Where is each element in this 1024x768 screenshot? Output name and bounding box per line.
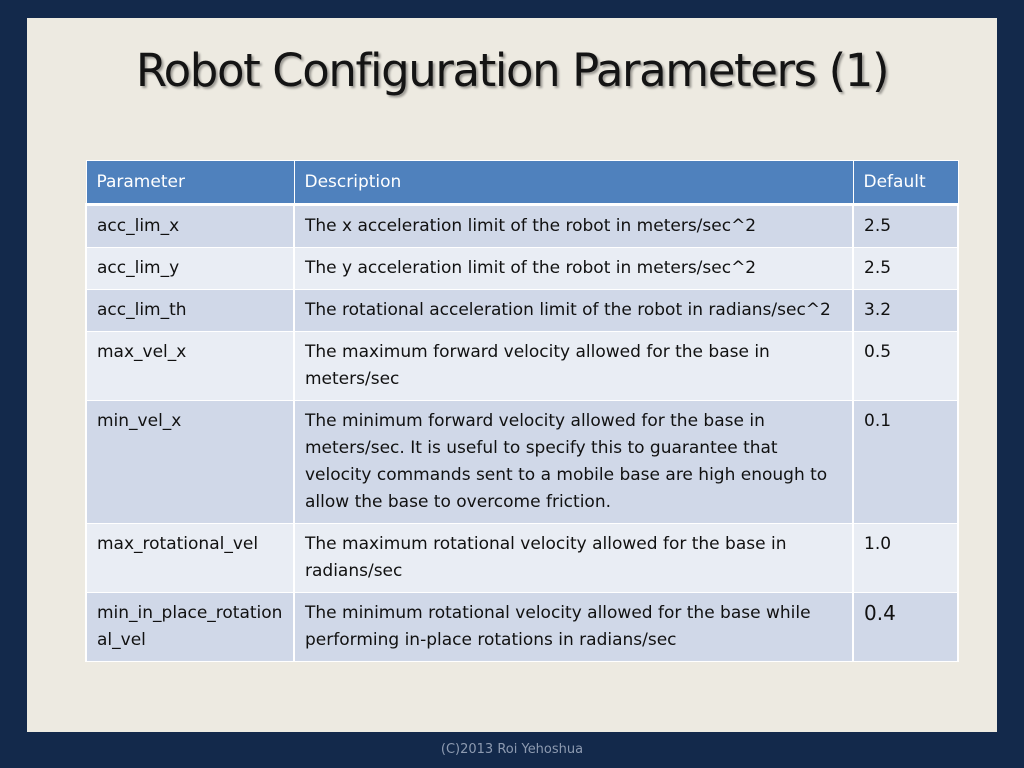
table-row: [86, 248, 958, 290]
slide-title: Robot Configuration Parameters (1): [135, 44, 889, 97]
table-row: [86, 205, 958, 248]
parameters-table: [85, 160, 959, 662]
header-default: Default: [853, 161, 958, 205]
parameter-description: The maximum forward velocity allowed for the base in meters/sec: [294, 332, 853, 401]
parameter-description: The minimum rotational velocity allowed for the base while performing in-place rotations in radians/sec: [294, 593, 853, 662]
parameter-description: The maximum rotational velocity allowed for the base in radians/sec: [294, 524, 853, 593]
parameter-name: min_vel_x: [86, 401, 294, 524]
footer-copyright: (C)2013 Roi Yehoshua: [440, 742, 584, 757]
table-row: [86, 524, 958, 593]
table-header-row: [86, 161, 958, 205]
parameter-description: The minimum forward velocity allowed for the base in meters/sec. It is useful to specify this to guarantee that velocity commands sent to a mobile base are high enough to allow the base to overcome friction.: [294, 401, 853, 524]
parameter-description: The x acceleration limit of the robot in meters/sec^2: [294, 205, 853, 248]
parameter-default: 2.5: [853, 205, 958, 248]
parameter-description: The y acceleration limit of the robot in meters/sec^2: [294, 248, 853, 290]
parameter-default: 3.2: [853, 290, 958, 332]
parameter-default: 2.5: [853, 248, 958, 290]
parameter-name: acc_lim_y: [86, 248, 294, 290]
parameter-default: 0.1: [853, 401, 958, 524]
table-row: [86, 593, 958, 662]
parameter-name: acc_lim_x: [86, 205, 294, 248]
table-row: [86, 332, 958, 401]
parameter-name: min_in_place_rotational_vel: [86, 593, 294, 662]
header-parameter: Parameter: [86, 161, 294, 205]
parameter-description: The rotational acceleration limit of the robot in radians/sec^2: [294, 290, 853, 332]
table-row: [86, 290, 958, 332]
parameter-name: max_vel_x: [86, 332, 294, 401]
header-description: Description: [294, 161, 853, 205]
parameter-name: acc_lim_th: [86, 290, 294, 332]
parameter-default: 0.4: [853, 593, 958, 662]
parameter-default: 1.0: [853, 524, 958, 593]
table-row: [86, 401, 958, 524]
parameter-name: max_rotational_vel: [86, 524, 294, 593]
parameter-default: 0.5: [853, 332, 958, 401]
